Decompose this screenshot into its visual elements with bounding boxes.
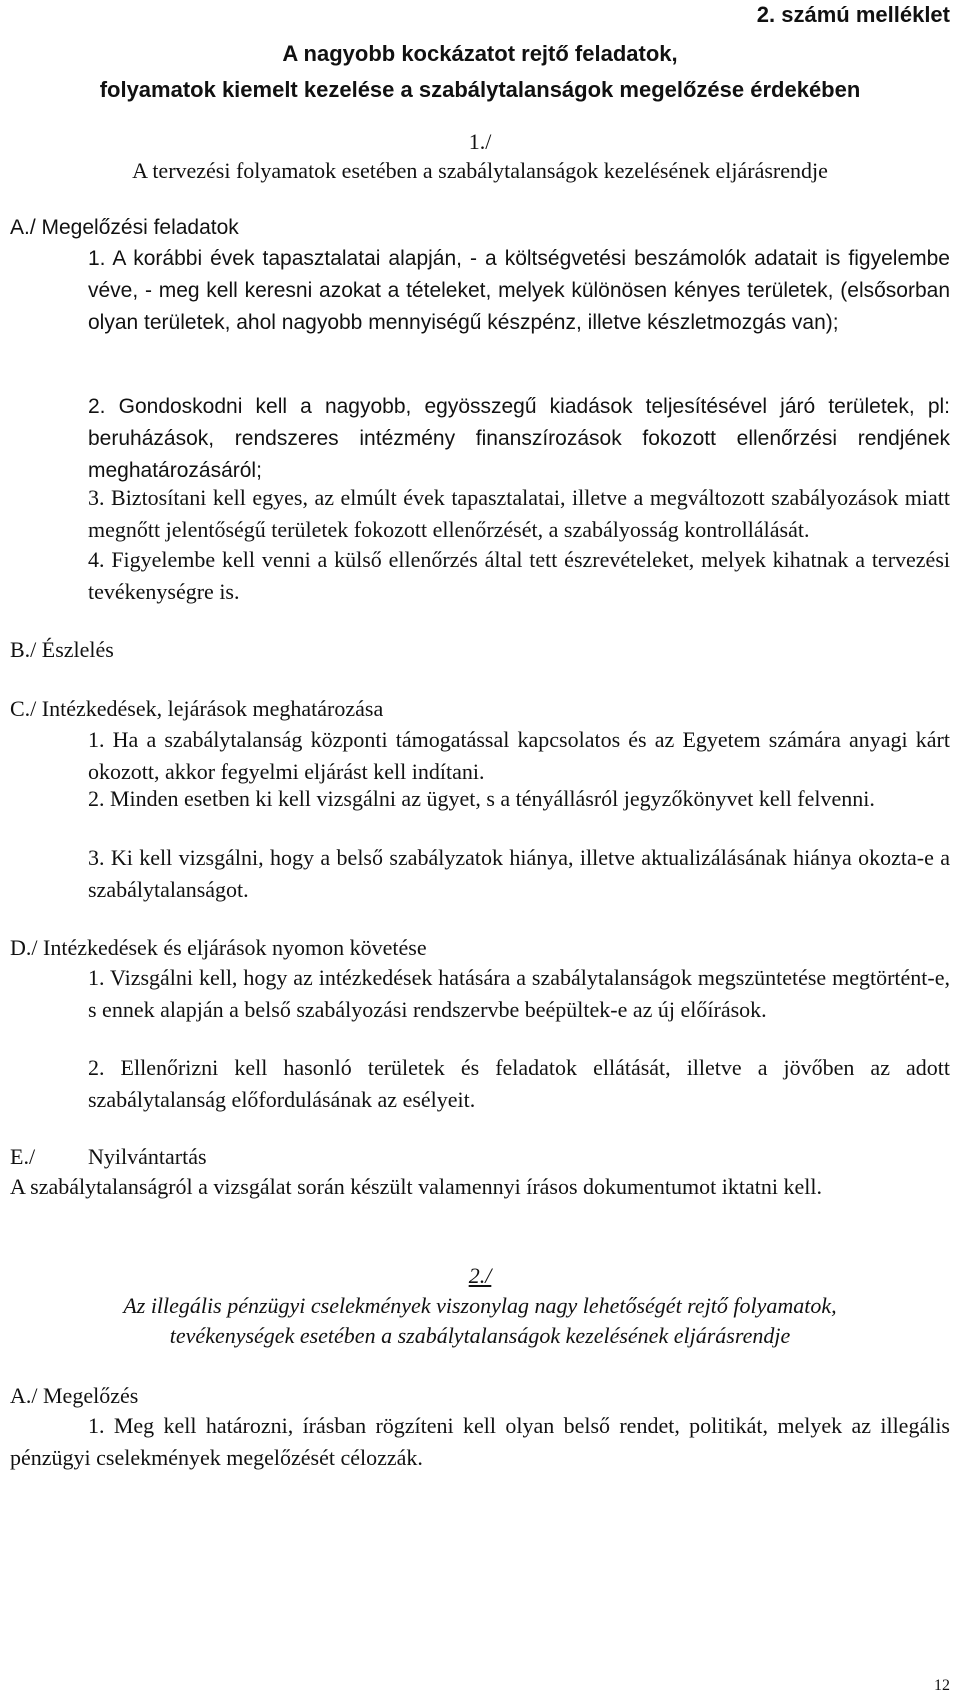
section-1-title: A tervezési folyamatok esetében a szabálytalanságok kezelésének eljárásrendje: [132, 158, 828, 183]
section-1-b-heading: B./ Észlelés: [10, 637, 114, 662]
section-1-c-item-3: 3. Ki kell vizsgálni, hogy a belső szabályzatok hiánya, illetve aktualizálásának hiánya okozta-e a szabálytalanságot.: [88, 845, 950, 902]
section-2-title-line-2: tevékenységek esetében a szabálytalanságok kezelésének eljárásrendje: [169, 1323, 791, 1348]
annex-label: 2. számú melléklet: [756, 2, 950, 27]
section-1-a-item-2: 2. Gondoskodni kell a nagyobb, egyösszegű kiadások teljesítésével járó területek, pl: beruházások, rendszeres intézmény finanszírozások fokozott ellenőrzési rendjének meghatározásáról;: [88, 395, 950, 482]
section-1-e-text: A szabálytalanságról a vizsgálat során készült valamennyi írásos dokumentumot iktatni kell.: [10, 1174, 822, 1199]
page-number: 12: [934, 1677, 950, 1694]
section-1-c-item-2: 2. Minden esetben ki kell vizsgálni az ügyet, s a tényállásról jegyzőkönyvet kell felvenni.: [88, 786, 875, 811]
document-title-line-2: folyamatok kiemelt kezelése a szabálytalanságok megelőzése érdekében: [99, 77, 861, 102]
section-2-number: 2./: [468, 1263, 492, 1288]
section-1-d-item-2: 2. Ellenőrizni kell hasonló területek és feladatok ellátását, illetve a jövőben az adott szabálytalanság előfordulásának az esélyeit.: [88, 1055, 950, 1112]
section-1-c-heading: C./ Intézkedések, lejárások meghatározása: [10, 696, 384, 721]
section-1-c-item-1: 1. Ha a szabálytalanság központi támogatással kapcsolatos és az Egyetem számára anyagi kárt okozott, akkor fegyelmi eljárást kell indítani.: [88, 727, 950, 784]
section-2-a-item-1: 1. Meg kell határozni, írásban rögzíteni kell olyan belső rendet, politikát, melyek az illegális pénzügyi cselekmények megelőzését célozzák.: [10, 1413, 950, 1470]
document-page: [10, 0, 950, 1704]
section-1-e-label: E./: [10, 1144, 36, 1169]
section-2-title-line-1: Az illegális pénzügyi cselekmények viszonylag nagy lehetőségét rejtő folyamatok,: [123, 1293, 837, 1318]
section-1-a-item-4: 4. Figyelembe kell venni a külső ellenőrzés által tett észrevételeket, melyek kihatnak a tervezési tevékenységre is.: [88, 547, 950, 604]
section-1-d-heading: D./ Intézkedések és eljárások nyomon követése: [10, 935, 427, 960]
section-1-e-title: Nyilvántartás: [88, 1144, 207, 1169]
section-1-a-heading: A./ Megelőzési feladatok: [10, 216, 239, 239]
section-1-d-item-1: 1. Vizsgálni kell, hogy az intézkedések hatására a szabálytalanságok megszüntetése megtörtént-e, s ennek alapján a belső szabályozási rendszervbe beépültek-e az új előírások.: [88, 965, 950, 1022]
section-1-e-heading: [10, 1141, 207, 1173]
section-2-a-heading: A./ Megelőzés: [10, 1383, 139, 1408]
section-1-a-item-1: 1. A korábbi évek tapasztalatai alapján, - a költségvetési beszámolók adatait is figyelembe véve, - meg kell keresni azokat a tételeket, melyek különösen kényes területek, (elsősorban olyan területek, ahol nagyobb mennyiségű készpénz, illetve készletmozgás van);: [88, 247, 950, 334]
section-1-a-item-3: 3. Biztosítani kell egyes, az elmúlt évek tapasztalatai, illetve a megváltozott szabályozások miatt megnőtt jelentőségű területek fokozott ellenőrzését, a szabályosság kontrollálását.: [88, 485, 950, 542]
document-title-line-1: A nagyobb kockázatot rejtő feladatok,: [282, 41, 678, 66]
section-1-number: 1./: [468, 129, 492, 154]
